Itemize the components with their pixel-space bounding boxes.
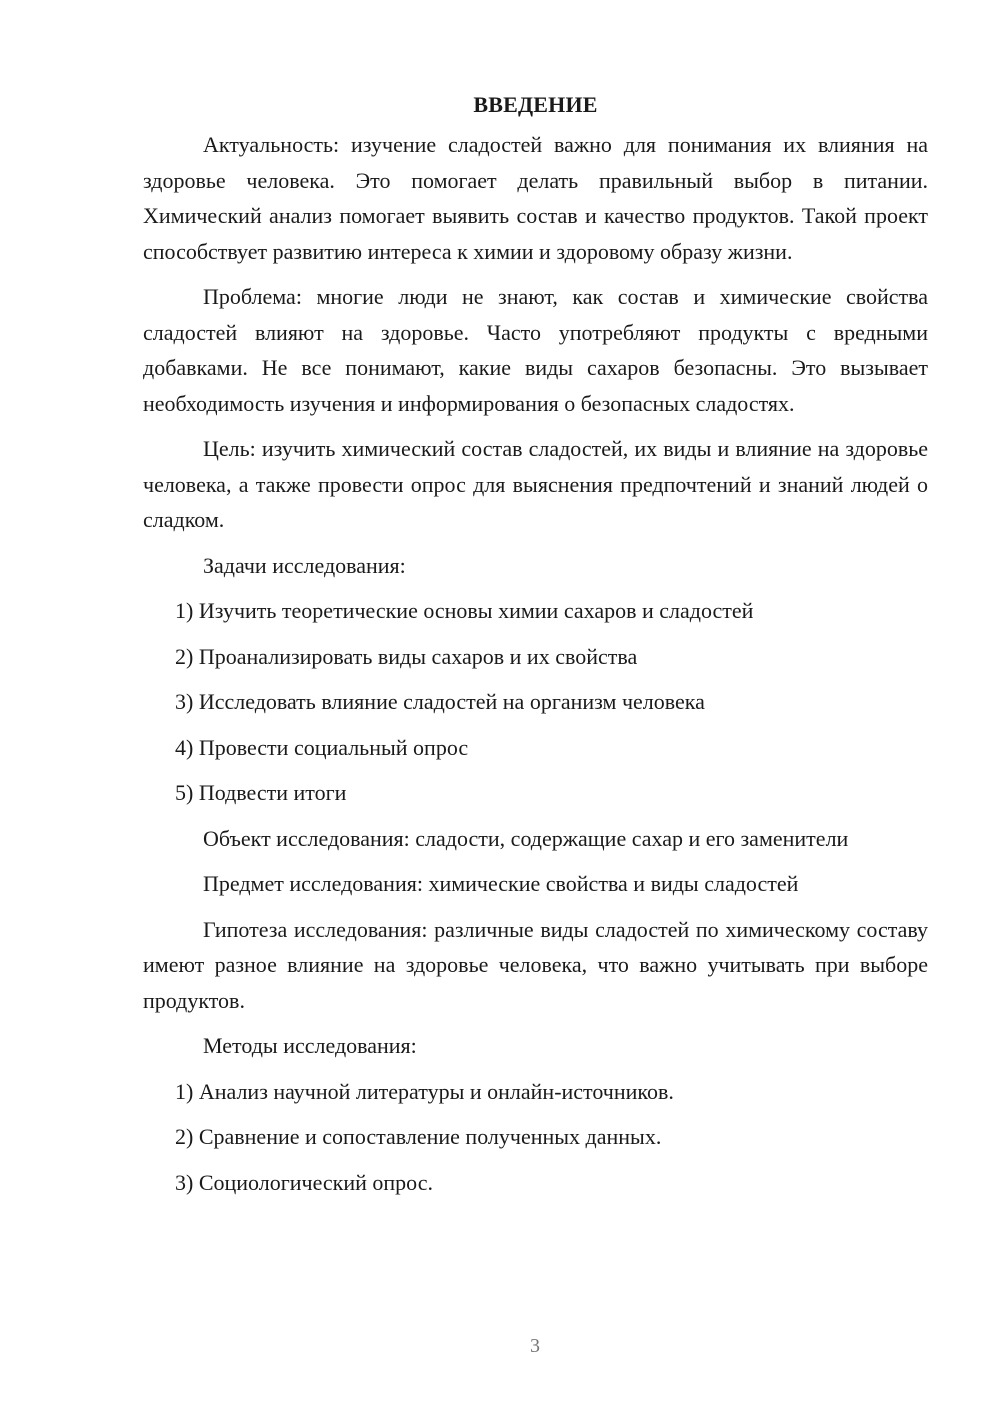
task-item: 1) Изучить теоретические основы химии сахаров и сладостей bbox=[175, 598, 754, 623]
task-item: 3) Исследовать влияние сладостей на организм человека bbox=[175, 689, 705, 714]
goal-paragraph: Цель: изучить химический состав сладостей, их виды и влияние на здоровье человека, а также провести опрос для выяснения предпочтений и знаний людей о сладком. bbox=[143, 436, 928, 532]
method-item: 3) Социологический опрос. bbox=[175, 1169, 433, 1195]
document-page bbox=[143, 92, 928, 1210]
tasks-heading: Задачи исследования: bbox=[203, 552, 406, 578]
page-number: 3 bbox=[530, 1335, 540, 1357]
task-item: 4) Провести социальный опрос bbox=[175, 734, 469, 760]
object-paragraph: Объект исследования: сладости, содержащие сахар и его заменители bbox=[203, 825, 849, 851]
method-item: 2) Сравнение и сопоставление полученных данных. bbox=[175, 1124, 662, 1149]
hypothesis-paragraph: Гипотеза исследования: различные виды сладостей по химическому составу имеют разное влияние на здоровье человека, что важно учитывать при выборе продуктов. bbox=[143, 916, 928, 1013]
relevance-paragraph: Актуальность: изучение сладостей важно для понимания их влияния на здоровье человека. Это помогает делать правильный выбор в питании. Химический анализ помогает выявить состав и качество продуктов. Такой проект способствует развитию интереса к химии и здоровому образу жизни. bbox=[143, 132, 928, 264]
task-item: 5) Подвести итоги bbox=[175, 780, 347, 805]
page-title: ВВЕДЕНИЕ bbox=[473, 92, 598, 117]
subject-paragraph: Предмет исследования: химические свойства и виды сладостей bbox=[203, 871, 799, 896]
problem-paragraph: Проблема: многие люди не знают, как состав и химические свойства сладостей влияют на здоровье. Часто употребляют продукты с вредными добавками. Не все понимают, какие виды сахаров безопасны. Это вызывает необходимость изучения и информирования о безопасных сладостях. bbox=[143, 284, 928, 416]
task-item: 2) Проанализировать виды сахаров и их свойства bbox=[175, 643, 638, 669]
method-item: 1) Анализ научной литературы и онлайн-источников. bbox=[175, 1078, 674, 1104]
methods-heading: Методы исследования: bbox=[203, 1033, 417, 1058]
